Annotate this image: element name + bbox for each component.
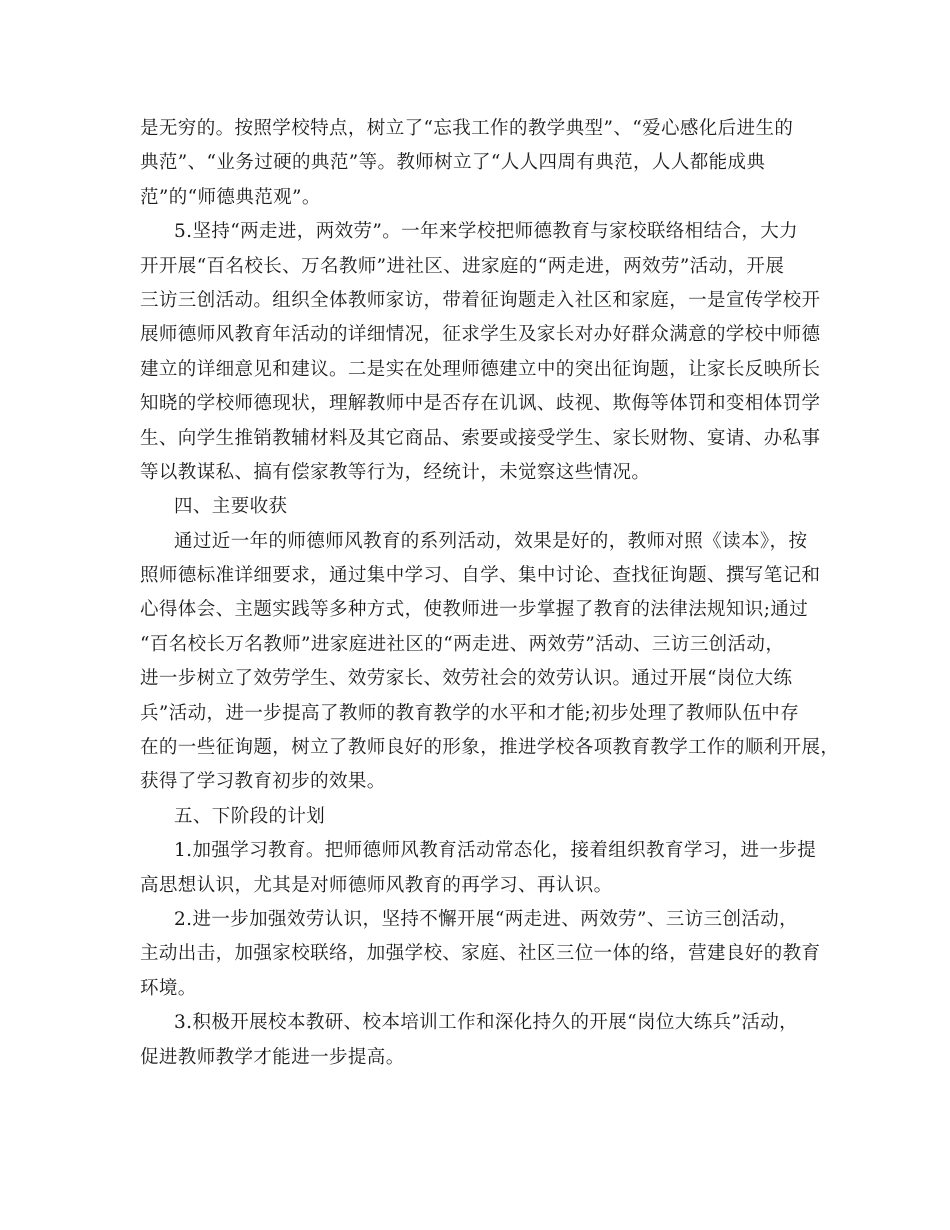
- text-line: 通过近一年的师德师风教育的系列活动，效果是好的，教师对照《读本》，按: [174, 530, 808, 552]
- text-line: 展师德师风教育年活动的详细情况，征求学生及家长对办好群众满意的学校中师德: [140, 324, 821, 346]
- text-line: 照师德标准详细要求，通过集中学习、自学、集中讨论、查找征询题、撰写笔记和: [140, 565, 821, 587]
- text-line: 是无穷的。按照学校特点，树立了“忘我工作的教学典型”、“爱心感化后进生的: [140, 118, 794, 139]
- text-line: 三访三创活动。组织全体教师家访，带着征询题走入社区和家庭，一是宣传学校开: [140, 289, 821, 311]
- text-line: 1.加强学习教育。把师德师风教育活动常态化，接着组织教育学习，进一步提: [174, 840, 817, 862]
- text-line: 在的一些征询题，树立了教师良好的形象，推进学校各项教育教学工作的顺利开展，: [140, 737, 840, 759]
- text-line: 四、主要收获: [174, 496, 288, 518]
- text-line: “百名校长万名教师”进家庭进社区的“两走进、两效劳”活动、三访三创活动，: [140, 633, 785, 655]
- text-line: 环境。: [140, 977, 197, 999]
- text-line: 心得体会、主题实践等多种方式，使教师进一步掌握了教育的法律法规知识;通过: [140, 599, 809, 621]
- text-line: 促进教师教学才能进一步提高。: [140, 1046, 405, 1068]
- text-line: 典范”、“业务过硬的典范”等。教师树立了“人人四周有典范，人人都能成典: [140, 152, 766, 174]
- text-line: 进一步树立了效劳学生、效劳家长、效劳社会的效劳认识。通过开展“岗位大练: [140, 668, 793, 690]
- text-line: 5.坚持“两走进，两效劳”。一年来学校把师德教育与家校联络相结合，大力: [174, 221, 799, 243]
- text-line: 建立的详细意见和建议。二是实在处理师德建立中的突出征询题，让家长反映所长: [140, 358, 821, 380]
- text-line: 生、向学生推销教辅材料及其它商品、索要或接受学生、家长财物、宴请、办私事: [140, 427, 821, 449]
- text-line: 等以教谋私、搞有偿家教等行为，经统计，未觉察这些情况。: [140, 461, 651, 483]
- text-line: 获得了学习教育初步的效果。: [140, 771, 386, 793]
- document-body: [140, 112, 840, 1075]
- text-line: 知晓的学校师德现状，理解教师中是否存在讥讽、歧视、欺侮等体罚和变相体罚学: [140, 393, 821, 415]
- text-line: 高思想认识，尤其是对师德师风教育的再学习、再认识。: [140, 874, 613, 896]
- text-line: 五、下阶段的计划: [174, 805, 326, 827]
- text-line: 开开展“百名校长、万名教师”进社区、进家庭的“两走进，两效劳”活动，开展: [140, 255, 785, 277]
- text-line: 范”的“师德典范观”。: [140, 186, 321, 208]
- text-line: 主动出击，加强家校联络，加强学校、家庭、社区三位一体的络，营建良好的教育: [140, 943, 821, 965]
- text-line: 兵”活动，进一步提高了教师的教育教学的水平和才能;初步处理了教师队伍中存: [140, 702, 800, 724]
- text-line: 2.进一步加强效劳认识，坚持不懈开展“两走进、两效劳”、三访三创活动，: [174, 908, 799, 930]
- text-line: 3.积极开展校本教研、校本培训工作和深化持久的开展“岗位大练兵”活动，: [174, 1012, 799, 1034]
